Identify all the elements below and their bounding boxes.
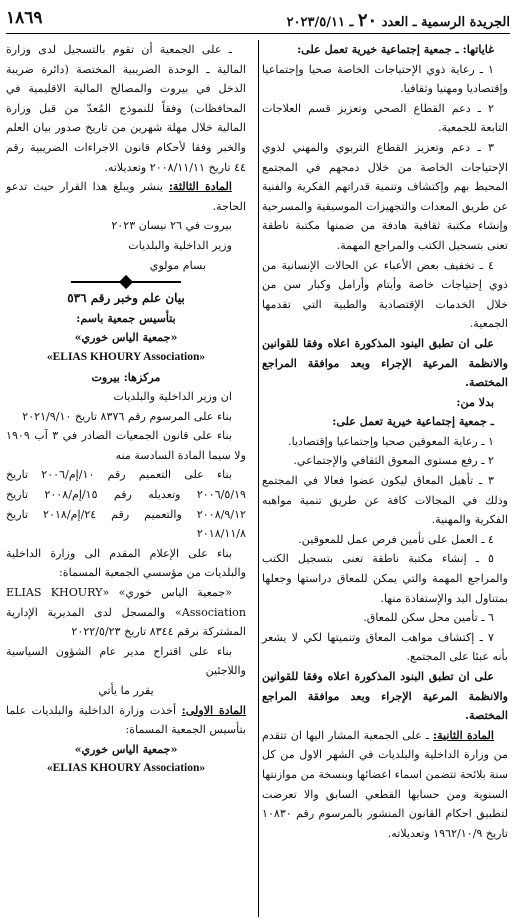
paragraph-text: بناء على الإعلام المقدم الى وزارة الداخلية والبلديات من مؤسسي الجمعية المسماة:	[6, 546, 246, 580]
left-top-paragraph	[6, 40, 246, 177]
header-rule	[6, 33, 510, 34]
paragraph-text: ٤ ـ العمل على تأمين فرص عمل للمعوقين.	[298, 532, 494, 546]
paragraph-text: ١ ـ رعاية المعوقين صحيا وإجتماعيا وإقتصاديا.	[288, 434, 494, 448]
article-label: المادة الثالثة:	[168, 180, 232, 194]
left-body-paragraph	[6, 642, 246, 681]
issue-date: ـ ٢٠٢٣/٥/١١	[286, 15, 354, 30]
right-paragraph	[262, 138, 508, 256]
sign-name: بسام مولوي	[149, 258, 206, 272]
paragraph-text: ـ على الجمعية المشار اليها ان تتقدم من وزارة الداخلية والبلديات في الشهر الاول من كل سنة بلائحة تتضمن اسماء اعضائها وبنسخة من موازنتها السنوية ومن حسابها القطعي السابق والا تعرضت لتطبيق احكام القانون المنشور بالمرسوم رقم ١٠٨٣٠ تاريخ ١٩٦٢/١٠/٩ وتعديلاته.	[262, 728, 508, 840]
paragraph-text: بناء على اقتراح مدير عام الشؤون السياسية واللاجئين	[6, 644, 246, 678]
left-top-paragraphs	[6, 40, 246, 216]
right-column	[262, 40, 508, 843]
right-paragraph	[262, 549, 508, 608]
right-paragraph	[262, 432, 508, 452]
headquarters: مركزها: بيروت	[91, 370, 161, 384]
paragraph-text: ـ على الجمعية أن تقوم بالتسجيل لدى وزارة المالية ـ الوحدة الضريبية المختصة (دائرة ضريبة الدخل في بيروت والمصالح المالية الاقليمية في المحافظات) وفقاً للنموذج المُعدّ من قبل وزارة المالية خلال مهلة شهرين من تاريخ صدور بيان العلم والخبر وفقا لأحكام قانون الاجراءات الضريبية رقم ٤٤ تاريخ ٢٠٠٨/١١/١١ وتعديلاته.	[6, 43, 246, 174]
paragraph-text: ٣ ـ تأهيل المعاق ليكون عضوا فعالا في المجتمع وذلك في المجالات كافة عن طريق تنمية مواهبه الفكرية والمهنية.	[262, 474, 508, 527]
left-column	[6, 40, 246, 779]
left-top-paragraph	[6, 177, 246, 216]
paragraph-text: «جمعية الياس خوري» «ELIAS KHOURY Association» والمسجل لدى المديرية الإدارية المشتركة برقم ٨٣٤٤ تاريخ ٢٠٢٢/٥/٢٣	[6, 586, 246, 639]
sign-place-date: بيروت في ٢٦ نيسان ٢٠٢٣	[111, 219, 232, 233]
notice-title: بيان علم وخبر رقم ٥٣٦	[67, 291, 185, 306]
publication-name: الجريدة الرسمية ـ العدد	[381, 15, 510, 30]
paragraph-text: ٣ ـ دعم وتعزيز القطاع التربوي والمهني لذوي الإحتياجات الخاصة من خلال دمجهم في المجتمع المحيط بهم وإكتشاف وتنمية قدراتهم الفكرية والفنية عن طريق المعدات والتجهيزات الموسيقية والمسرحية وإنشاء مكتبة ثقافية هادفة من ضمنها مكتبة ناطقة تعنى بتسجيل الكتب والمراجع المهمة.	[262, 140, 508, 252]
paragraph-text: على ان تطبق البنود المذكورة اعلاه وفقا للقوانين والانظمة المرعية الإجراء وبعد موافقة المراجع المختصة.	[262, 336, 508, 390]
right-paragraph	[262, 393, 508, 413]
closing-name-ar: «جمعية الياس خوري»	[74, 742, 178, 756]
paragraph-text: ـ جمعية إجتماعية خيرية تعمل على:	[332, 415, 494, 429]
paragraph-text: بناء على التعميم رقم ١٠/إم/٢٠٠٦ تاريخ ٢٠٠٦/٥/١٩ وتعديله رقم ١٥/إم/٢٠٠٨ تاريخ ٢٠٠٨/٩/١٢ والتعميم رقم ٢٤/إم/٢٠١٨ تاريخ ٢٠١٨/١١/٨	[6, 468, 247, 541]
paragraph-text: غاياتها: ـ جمعية إجتماعية خيرية تعمل على:	[297, 43, 494, 56]
paragraph-text: ٢ ـ دعم القطاع الصحي وتعزيز قسم العلاجات التابعة للجمعية.	[262, 101, 508, 135]
paragraph-text: ١ ـ رعاية ذوي الإحتياجات الخاصة صحيا وإجتماعيا وإقتصاديا ومهنيا وثقافيا.	[262, 62, 508, 96]
paragraph-text: بناء على المرسوم رقم ٨٣٧٦ تاريخ ٢٠٢١/٩/١٠	[22, 409, 232, 423]
paragraph-text: ٧ ـ إكتشاف مواهب المعاق وتنميتها لكي لا يشعر بأنه عبئا على المجتمع.	[262, 630, 508, 664]
paragraph-text: ينشر ويبلغ هذا القرار حيث تدعو الحاجة.	[6, 180, 246, 213]
paragraph-text: بدلا من:	[456, 395, 494, 409]
left-body-paragraph	[6, 583, 246, 642]
sign-title: وزير الداخلية والبلديات	[128, 238, 232, 252]
right-paragraph	[262, 60, 508, 99]
right-paragraph	[262, 530, 508, 550]
right-paragraph	[262, 451, 508, 471]
page-header	[6, 6, 510, 32]
article-one	[6, 701, 246, 740]
notice-subtitle: بتأسيس جمعية باسم:	[76, 311, 176, 325]
paragraph-text: ٦ ـ تأمين محل سكن للمعاق.	[363, 611, 494, 625]
page-number: ١٨٦٩	[6, 8, 43, 28]
publication-line	[287, 10, 510, 31]
association-name-ar: «جمعية الياس خوري»	[74, 331, 178, 345]
right-paragraph	[262, 99, 508, 138]
left-body-paragraph	[6, 407, 246, 427]
right-paragraph	[262, 726, 508, 844]
right-paragraph	[262, 256, 508, 334]
right-paragraph	[262, 334, 508, 393]
right-paragraph	[262, 471, 508, 530]
right-paragraph	[262, 40, 508, 60]
right-paragraph	[262, 667, 508, 726]
decision-heading: يقرر ما يأتي	[98, 684, 154, 697]
association-name-en: «ELIAS KHOURY Association»	[46, 350, 206, 363]
paragraph-text: على ان تطبق البنود المذكورة اعلاه وفقا للقوانين والانظمة المرعية الإجراء وبعد موافقة المراجع المختصة.	[262, 670, 508, 723]
paragraph-text: ان وزير الداخلية والبلديات	[113, 390, 232, 404]
left-body-paragraph	[6, 465, 246, 543]
paragraph-text: ٤ ـ تخفيف بعض الأعباء عن الحالات الإنسانية من ذوي إحتياجات خاصة وأيتام وأرامل وكبار سن من خلال الخدمات الإقتصادية والطبية التي تقدمها الجمعية.	[262, 258, 508, 331]
article-one-label: المادة الاولى:	[181, 703, 246, 717]
column-divider	[258, 40, 259, 917]
right-paragraph	[262, 608, 508, 628]
left-body-paragraph	[6, 426, 246, 465]
section-ornament	[6, 275, 246, 289]
right-paragraph	[262, 628, 508, 667]
paragraph-text: ٢ ـ رفع مستوى المعوق الثقافي والإجتماعي.	[293, 454, 494, 468]
ornament-bar	[71, 281, 181, 283]
article-label: المادة الثانية:	[433, 728, 494, 742]
article-one-text: أخذت وزارة الداخلية والبلديات علما بتأسيس الجمعية المسماة:	[6, 703, 246, 737]
issue-number: ٢٠	[357, 10, 378, 31]
left-body-paragraph	[6, 544, 246, 583]
closing-name-en: «ELIAS KHOURY Association»	[46, 762, 206, 775]
left-body-paragraph	[6, 387, 246, 407]
left-body-paragraphs	[6, 387, 246, 681]
paragraph-text: ٥ ـ إنشاء مكتبة ناطقة تعنى بتسجيل الكتب والمراجع المهمة والتي يمكن للمعاق دراستها وجعلها بمتناول اليد والإستفادة منها.	[262, 552, 508, 605]
right-paragraph	[262, 412, 508, 432]
paragraph-text: بناء على قانون الجمعيات الصادر في ٣ آب ١٩٠٩ ولا سيما المادة السادسة منه	[6, 429, 246, 462]
